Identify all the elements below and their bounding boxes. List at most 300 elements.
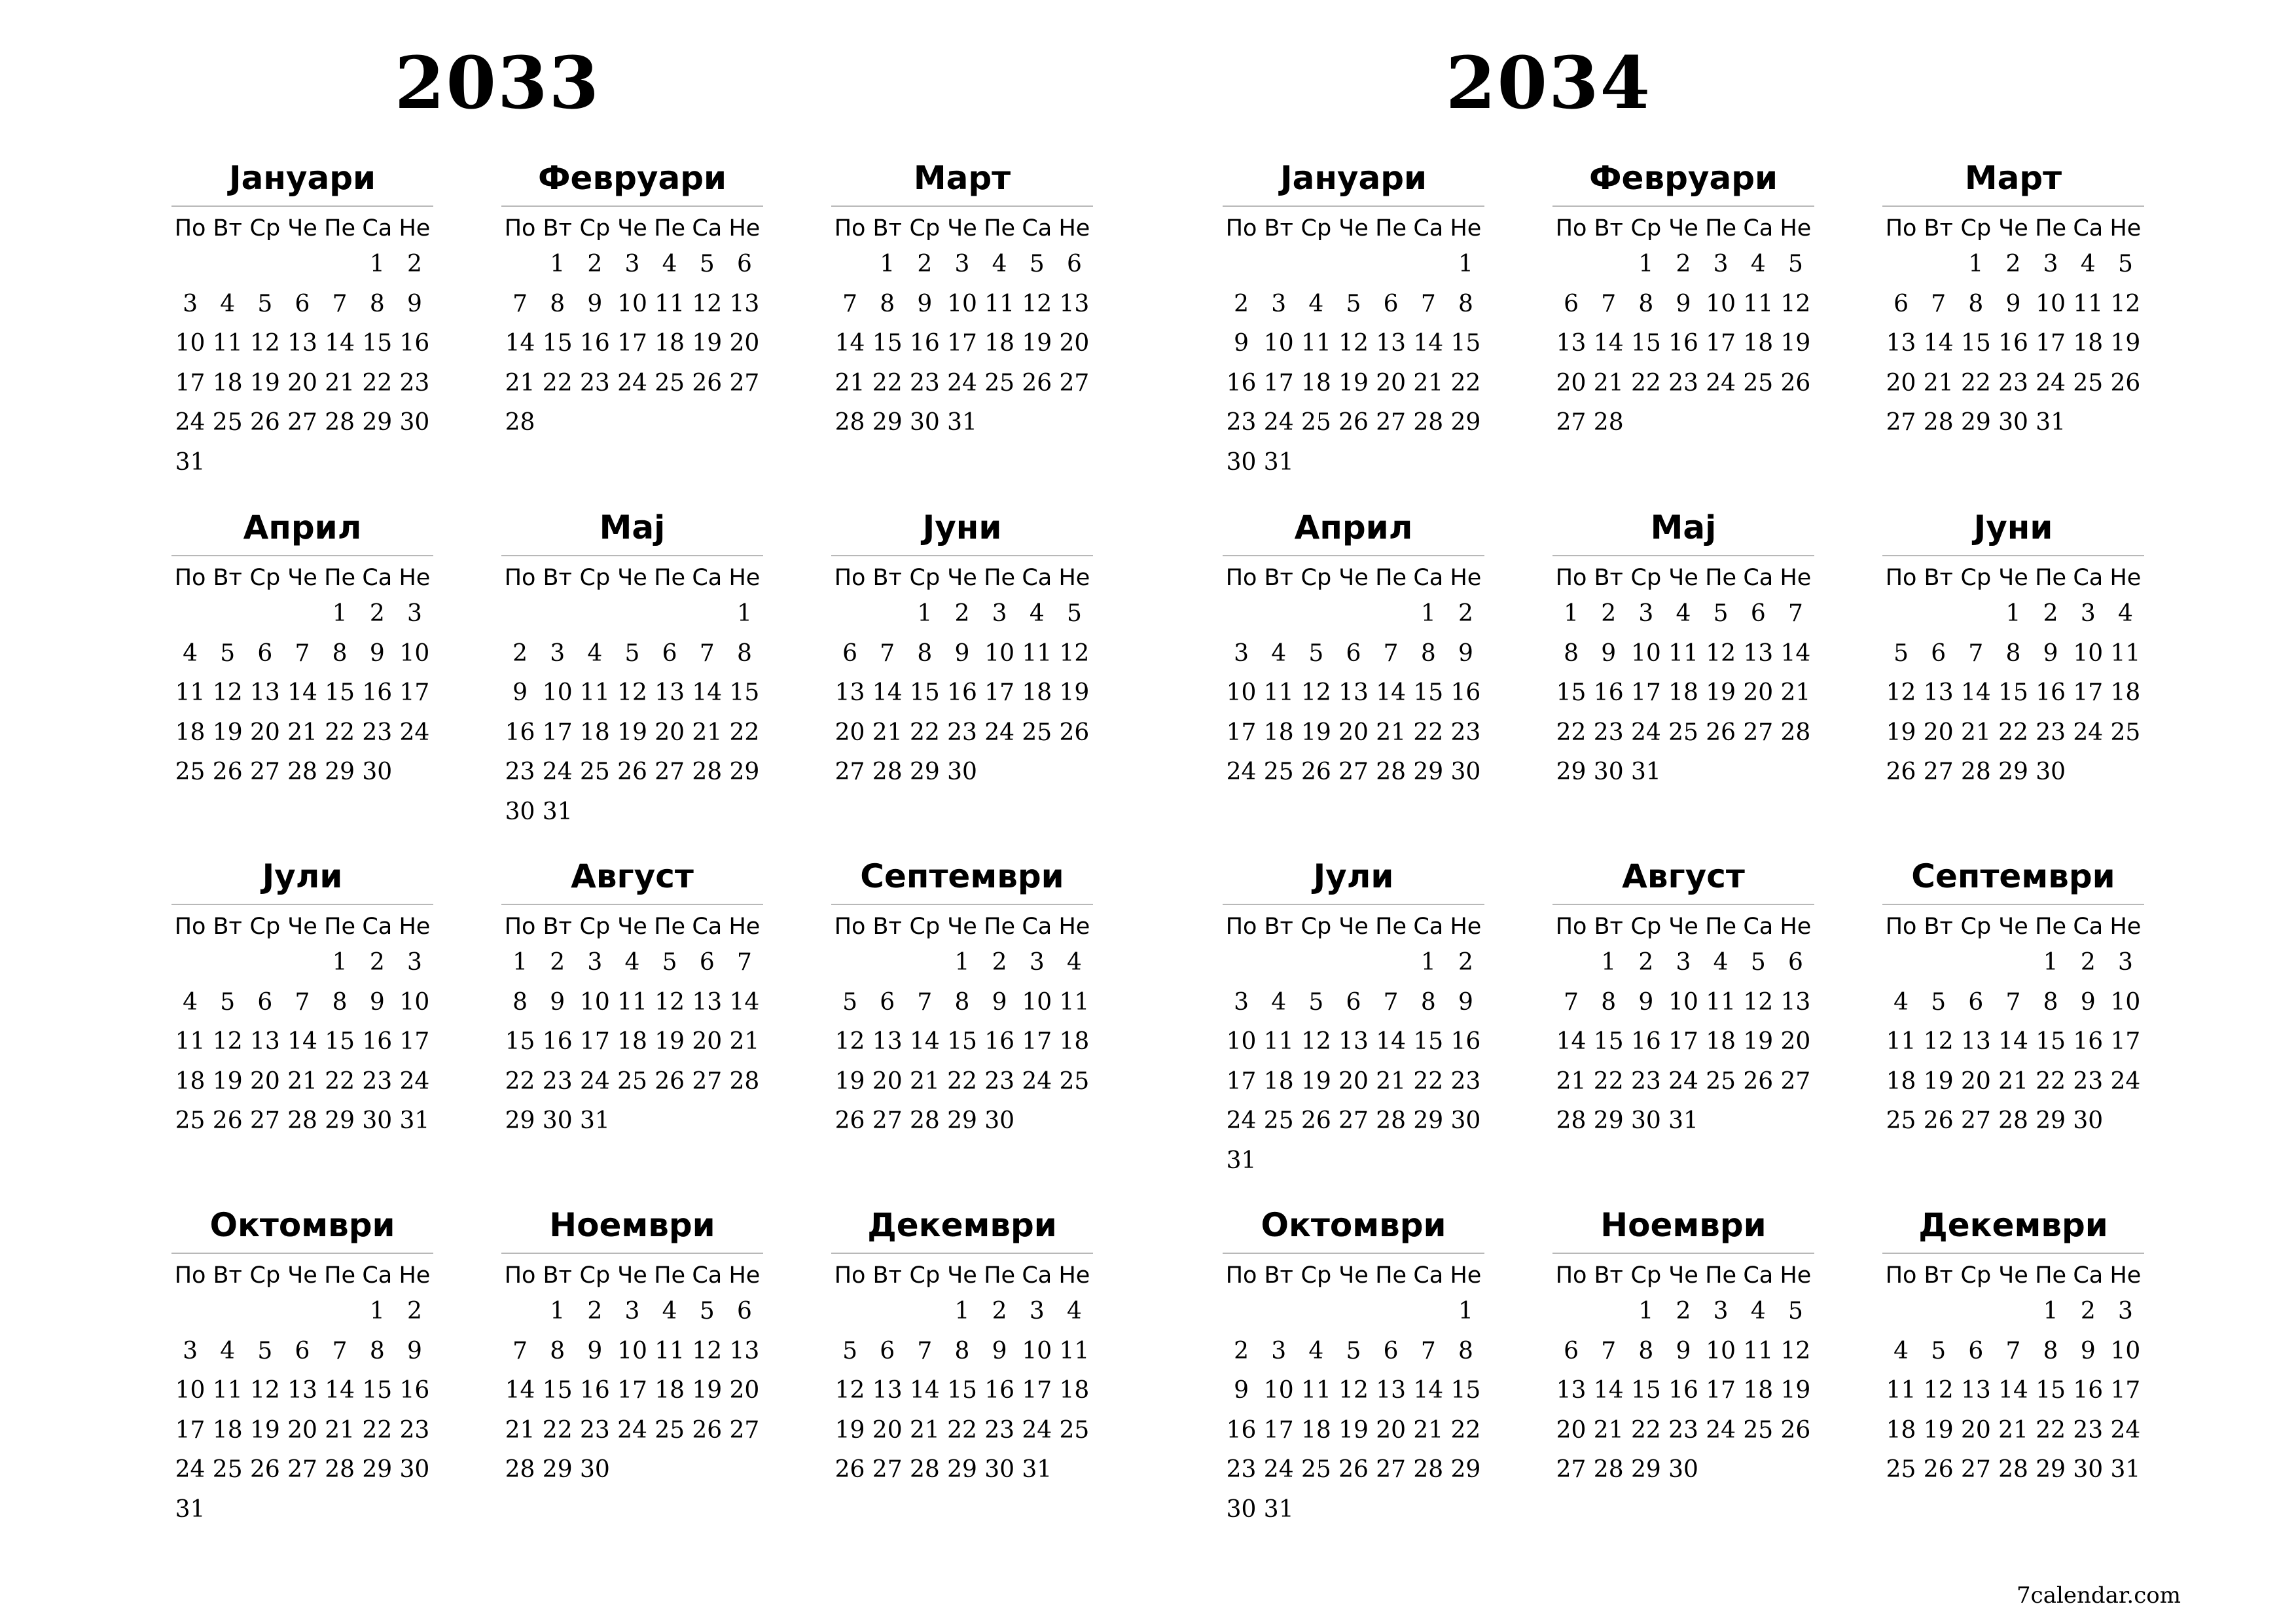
day-cell: 29 [362,409,393,436]
day-cell: 16 [399,1377,430,1404]
day-cell: 15 [1998,679,2028,706]
month-name: Декември [1918,1206,2108,1244]
day-cell: 4 [1066,949,1082,976]
day-cell: 9 [512,679,528,706]
days-grid [831,1259,1093,1490]
day-cell: 6 [842,639,858,667]
month-october [1223,1202,1484,1529]
month-divider [1882,205,2144,207]
days-grid [1223,1259,1484,1529]
weekday-label: По [1225,215,1257,241]
day-cell: 27 [287,1456,317,1483]
day-cell: 12 [692,1337,723,1364]
day-cell: 29 [1960,409,1991,436]
weekday-label: Вт [1594,1262,1623,1289]
day-cell: 21 [1998,1067,2028,1095]
day-cell: 24 [1022,1067,1052,1095]
day-cell: 1 [332,949,348,976]
day-cell: 31 [947,409,977,436]
day-cell: 18 [1300,1416,1331,1444]
day-cell: 13 [1376,330,1407,357]
day-cell: 1 [2005,600,2021,627]
day-cell: 21 [1593,1416,1624,1444]
day-cell: 17 [617,330,647,357]
day-cell: 25 [1668,719,1698,746]
day-cell: 20 [1338,1067,1369,1095]
weekday-label: Ср [1630,1262,1662,1289]
weekday-label: Пе [654,565,686,591]
day-cell: 23 [579,1416,610,1444]
day-cell: 6 [1893,290,1909,317]
day-blank [209,245,246,285]
day-cell: 19 [249,369,280,397]
day-cell: 26 [1300,1107,1331,1134]
day-cell: 7 [1601,290,1617,317]
footer-credit: 7calendar.com [2017,1582,2181,1609]
weekday-label: По [174,565,206,591]
day-cell: 15 [2036,1028,2066,1055]
weekday-label: Вт [213,1262,242,1289]
day-blank [1590,245,1627,285]
weekday-label: Пе [2035,1262,2067,1289]
day-cell: 24 [175,1456,206,1483]
weekday-label: Ср [249,1262,281,1289]
day-cell: 17 [1022,1377,1052,1404]
day-cell: 17 [399,1028,430,1055]
day-cell: 6 [257,988,273,1016]
day-cell: 3 [2117,1298,2133,1325]
day-blank [321,1292,359,1332]
day-cell: 24 [1706,369,1736,397]
day-cell: 9 [1601,639,1617,667]
weekday-label: Вт [543,914,572,940]
day-cell: 22 [1556,719,1587,746]
day-cell: 20 [655,719,685,746]
day-cell: 18 [579,719,610,746]
weekday-label: Че [947,914,977,940]
day-cell: 24 [1263,1456,1294,1483]
weekday-label: По [174,1262,206,1289]
month-name: Март [913,159,1011,197]
day-cell: 11 [212,1377,243,1404]
day-cell: 30 [984,1107,1015,1134]
day-cell: 1 [2043,949,2058,976]
day-cell: 26 [1338,409,1369,436]
day-cell: 6 [736,251,752,277]
weekday-label: Вт [1924,215,1953,241]
day-cell: 12 [692,290,723,317]
days-grid [831,910,1093,1141]
day-cell: 21 [909,1067,940,1095]
day-cell: 28 [909,1107,940,1134]
day-cell: 8 [369,290,385,317]
weekday-label: Пе [2035,215,2067,241]
weekday-label: Че [617,215,647,241]
day-cell: 28 [692,758,723,785]
weekday-label: Че [947,565,977,591]
day-cell: 13 [1556,1377,1587,1404]
day-cell: 14 [505,1377,535,1404]
day-cell: 8 [512,988,528,1016]
day-cell: 23 [1593,719,1624,746]
weekday-label: Са [1413,914,1444,940]
day-cell: 6 [880,1337,895,1364]
day-cell: 9 [2005,290,2021,317]
day-cell: 14 [287,679,317,706]
day-cell: 12 [1300,679,1331,706]
month-divider [831,1253,1093,1254]
day-cell: 25 [212,409,243,436]
day-cell: 5 [1308,639,1324,667]
day-cell: 26 [692,1416,723,1444]
day-cell: 22 [1593,1067,1624,1095]
day-cell: 2 [1458,600,1473,627]
day-cell: 21 [287,1067,317,1095]
day-cell: 4 [587,639,603,667]
days-grid [1552,1259,1814,1490]
day-cell: 11 [175,1028,206,1055]
day-cell: 13 [729,1337,760,1364]
day-cell: 30 [1668,1456,1698,1483]
day-blank [831,245,869,285]
day-cell: 13 [1960,1028,1991,1055]
day-cell: 19 [1022,330,1052,357]
day-blank [321,245,359,285]
day-cell: 1 [917,600,933,627]
day-cell: 6 [1968,1337,1984,1364]
weekday-label: Пе [654,914,686,940]
weekday-label: Са [1413,215,1444,241]
day-cell: 10 [1263,330,1294,357]
days-grid [1882,910,2144,1141]
day-blank [1882,245,1920,285]
days-grid [1223,910,1484,1181]
day-cell: 15 [1413,679,1444,706]
day-cell: 10 [1668,988,1698,1016]
day-cell: 23 [399,369,430,397]
day-cell: 28 [325,409,355,436]
day-blank [831,594,869,634]
weekday-label: По [834,565,866,591]
day-cell: 9 [369,988,385,1016]
day-cell: 11 [175,679,206,706]
day-cell: 6 [1564,290,1579,317]
day-cell: 10 [175,1377,206,1404]
day-cell: 20 [1743,679,1774,706]
day-blank [1994,943,2032,983]
day-cell: 30 [2073,1456,2104,1483]
weekday-label: Ср [1630,565,1662,591]
day-cell: 18 [1886,1067,1916,1095]
day-cell: 10 [1226,679,1257,706]
day-cell: 4 [2117,600,2133,627]
day-cell: 3 [1234,988,1249,1016]
day-cell: 18 [984,330,1015,357]
day-cell: 30 [909,409,940,436]
weekday-label: Са [1413,1262,1444,1289]
day-cell: 21 [505,1416,535,1444]
day-cell: 12 [1059,639,1090,667]
day-cell: 12 [249,330,280,357]
day-cell: 17 [1706,330,1736,357]
day-cell: 16 [947,679,977,706]
day-cell: 1 [1638,251,1654,277]
day-cell: 29 [2036,1107,2066,1134]
day-cell: 24 [2036,369,2066,397]
day-cell: 4 [1713,949,1729,976]
day-cell: 28 [1376,758,1407,785]
month-divider [501,555,763,556]
day-cell: 2 [1601,600,1617,627]
day-cell: 27 [1338,758,1369,785]
day-cell: 19 [617,719,647,746]
day-cell: 10 [1226,1028,1257,1055]
day-cell: 5 [257,1337,273,1364]
day-cell: 25 [1743,1416,1774,1444]
weekday-label: Пе [324,215,356,241]
day-blank [171,245,209,285]
day-cell: 18 [1263,719,1294,746]
weekday-label: Не [1780,215,1812,241]
day-cell: 7 [1420,290,1436,317]
day-cell: 10 [399,639,430,667]
day-cell: 25 [579,758,610,785]
day-cell: 30 [1450,758,1481,785]
day-cell: 12 [1022,290,1052,317]
day-blank [1882,594,1920,634]
day-cell: 27 [692,1067,723,1095]
weekday-label: Ср [1300,565,1332,591]
day-cell: 5 [1750,949,1766,976]
day-cell: 14 [692,679,723,706]
day-cell: 11 [2110,639,2141,667]
day-cell: 3 [406,949,422,976]
day-cell: 17 [2110,1028,2141,1055]
day-cell: 6 [257,639,273,667]
day-cell: 6 [295,290,310,317]
month-divider [1223,1253,1484,1254]
day-cell: 1 [1638,1298,1654,1325]
month-november [1552,1202,1814,1490]
day-cell: 24 [617,369,647,397]
weekday-label: По [1885,565,1917,591]
month-name: Јули [262,857,343,895]
day-blank [1410,245,1447,285]
month-name: Април [1294,508,1413,546]
weekday-label: Не [2109,215,2142,241]
month-divider [1223,555,1484,556]
day-cell: 26 [1022,369,1052,397]
month-february [501,154,763,443]
days-grid [1223,562,1484,793]
day-cell: 26 [655,1067,685,1095]
weekday-label: Вт [1264,565,1293,591]
day-cell: 15 [505,1028,535,1055]
weekday-label: Вт [872,215,902,241]
day-cell: 10 [542,679,573,706]
day-cell: 9 [2043,639,2058,667]
day-cell: 23 [1450,719,1481,746]
day-cell: 3 [183,1337,198,1364]
day-cell: 26 [1923,1107,1954,1134]
weekday-label: По [504,914,536,940]
month-name: Октомври [209,1206,395,1244]
day-cell: 9 [1676,290,1691,317]
weekday-label: Са [362,565,393,591]
day-cell: 16 [1450,679,1481,706]
day-cell: 29 [1450,409,1481,436]
day-cell: 8 [954,988,970,1016]
day-cell: 21 [909,1416,940,1444]
day-cell: 28 [1593,1456,1624,1483]
day-cell: 6 [295,1337,310,1364]
day-cell: 24 [175,409,206,436]
day-blank [1223,594,1260,634]
day-cell: 8 [736,639,752,667]
day-cell: 5 [1787,1298,1803,1325]
month-april [1223,504,1484,793]
day-cell: 18 [175,1067,206,1095]
weekday-label: Че [287,1262,317,1289]
day-cell: 6 [1968,988,1984,1016]
weekday-label: Вт [213,565,242,591]
day-cell: 16 [1668,330,1698,357]
day-cell: 27 [1960,1456,1991,1483]
weekday-label: Вт [872,914,902,940]
day-cell: 7 [1383,639,1399,667]
day-cell: 3 [1713,251,1729,277]
day-cell: 26 [1743,1067,1774,1095]
day-cell: 12 [1338,1377,1369,1404]
day-blank [1335,943,1372,983]
day-cell: 29 [1450,1456,1481,1483]
day-cell: 16 [399,330,430,357]
day-cell: 29 [542,1456,573,1483]
day-cell: 18 [1059,1377,1090,1404]
day-cell: 8 [1968,290,1984,317]
day-cell: 13 [249,679,280,706]
day-cell: 4 [1271,639,1287,667]
weekday-label: Че [947,215,977,241]
weekday-label: Са [692,565,723,591]
day-cell: 3 [2080,600,2096,627]
day-cell: 4 [1308,290,1324,317]
day-cell: 18 [1706,1028,1736,1055]
day-cell: 31 [399,1107,430,1134]
day-cell: 17 [175,1416,206,1444]
weekday-label: По [1555,1262,1587,1289]
day-cell: 29 [1413,758,1444,785]
day-cell: 21 [325,1416,355,1444]
day-cell: 17 [1226,719,1257,746]
day-cell: 11 [1300,1377,1331,1404]
day-cell: 27 [1743,719,1774,746]
weekday-label: Са [1022,914,1052,940]
weekday-label: Ср [579,914,611,940]
month-april [171,504,433,793]
month-divider [171,1253,433,1254]
weekday-label: Вт [872,1262,902,1289]
day-cell: 6 [1931,639,1946,667]
month-name: Ноември [1600,1206,1767,1244]
day-cell: 21 [1998,1416,2028,1444]
day-cell: 10 [175,330,206,357]
day-cell: 17 [2036,330,2066,357]
day-cell: 2 [2005,251,2021,277]
weekday-label: Ср [1960,1262,1992,1289]
day-cell: 2 [406,251,422,277]
weekday-label: Са [1022,215,1052,241]
day-cell: 12 [1743,988,1774,1016]
day-cell: 10 [947,290,977,317]
weekday-label: Пе [654,1262,686,1289]
day-cell: 4 [1066,1298,1082,1325]
month-name: Мај [1650,508,1717,546]
day-cell: 7 [2005,1337,2021,1364]
day-cell: 19 [1338,1416,1369,1444]
day-cell: 6 [1383,290,1399,317]
weekday-label: Ср [249,565,281,591]
day-cell: 25 [1886,1456,1916,1483]
day-blank [209,1292,246,1332]
month-june [1882,504,2144,793]
month-name: Јуни [1973,508,2053,546]
weekday-label: Са [1743,565,1774,591]
weekday-label: Пе [984,1262,1016,1289]
weekday-label: Ср [1300,1262,1332,1289]
day-cell: 21 [1556,1067,1587,1095]
day-cell: 25 [1022,719,1052,746]
weekday-label: По [1225,914,1257,940]
day-cell: 9 [2080,988,2096,1016]
weekday-label: Че [287,215,317,241]
day-cell: 16 [984,1377,1015,1404]
day-cell: 12 [834,1028,865,1055]
day-cell: 27 [1556,409,1587,436]
day-blank [1552,245,1590,285]
day-cell: 24 [399,719,430,746]
day-cell: 20 [1780,1028,1811,1055]
day-cell: 5 [220,988,236,1016]
weekday-label: Пе [1375,215,1407,241]
days-grid [501,562,763,832]
weekday-label: Вт [1924,914,1953,940]
day-cell: 18 [1059,1028,1090,1055]
weekday-label: Вт [543,1262,572,1289]
month-name: Август [571,857,694,895]
day-cell: 15 [1413,1028,1444,1055]
day-cell: 16 [579,330,610,357]
day-cell: 3 [1234,639,1249,667]
month-name: Март [1964,159,2062,197]
day-cell: 14 [729,988,760,1016]
day-cell: 15 [362,1377,393,1404]
day-cell: 22 [872,369,903,397]
day-cell: 9 [954,639,970,667]
day-cell: 23 [505,758,535,785]
day-cell: 11 [984,290,1015,317]
weekday-label: Са [362,914,393,940]
days-grid [1552,212,1814,443]
day-cell: 7 [512,290,528,317]
day-cell: 17 [1022,1028,1052,1055]
day-cell: 20 [1886,369,1916,397]
day-cell: 10 [2073,639,2104,667]
weekday-label: Вт [1264,1262,1293,1289]
day-cell: 23 [1668,1416,1698,1444]
weekday-label: Че [947,1262,977,1289]
day-cell: 18 [1300,369,1331,397]
